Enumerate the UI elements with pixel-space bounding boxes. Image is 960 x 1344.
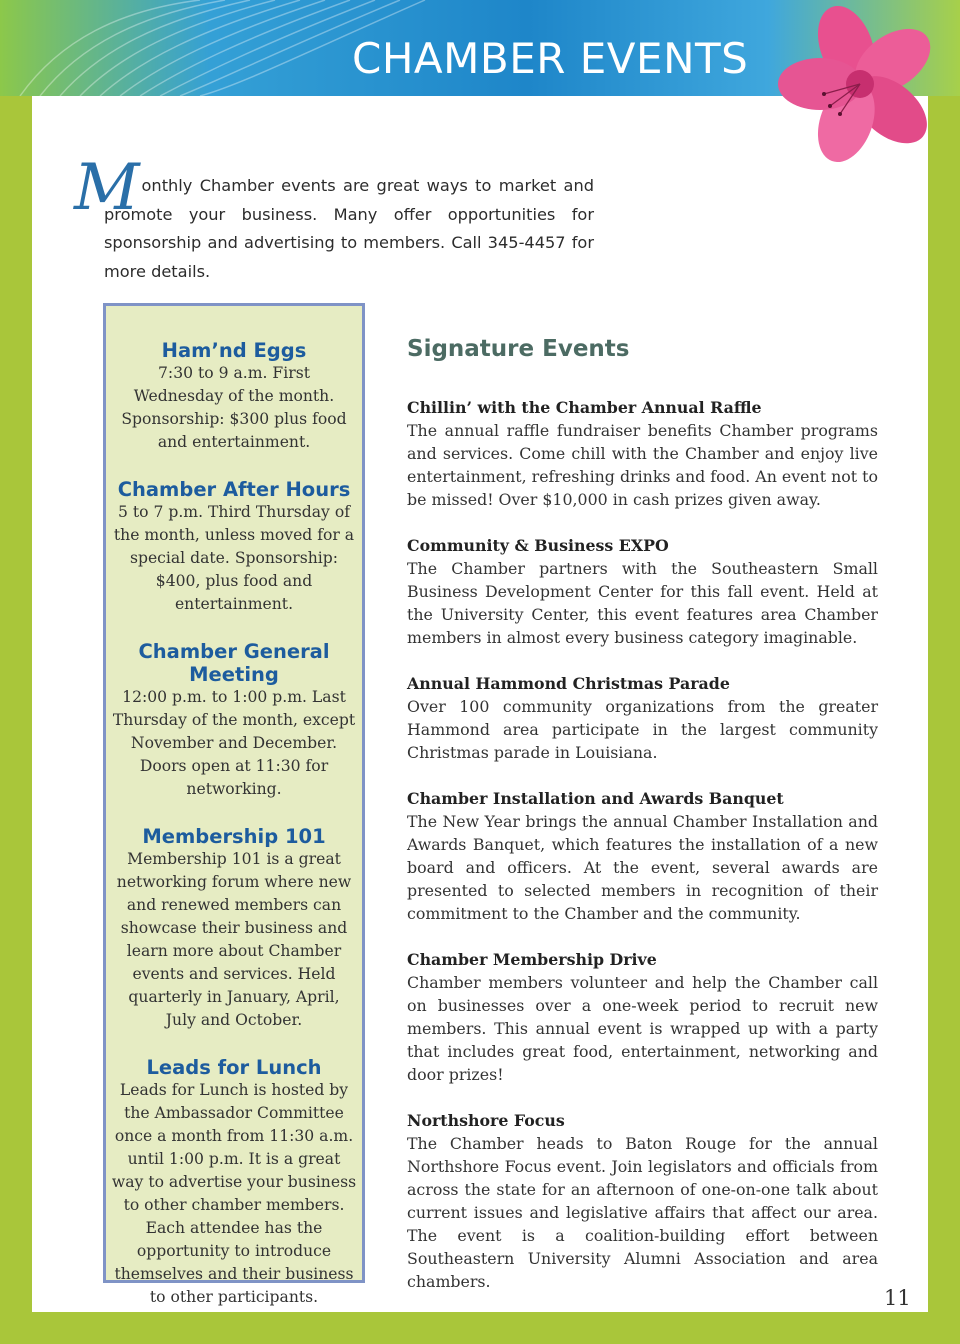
drop-cap: M [74, 151, 140, 225]
signature-event [407, 534, 878, 649]
signature-event-title: Annual Hammond Christmas Parade [407, 674, 730, 693]
signature-event-description: Over 100 community organizations from the greater Hammond area participate in the largest community Christmas parade in Louisiana. [407, 697, 878, 762]
signature-event-title: Community & Business EXPO [407, 536, 669, 555]
page-number: 11 [884, 1286, 911, 1310]
event-description: Leads for Lunch is hosted by the Ambassador Committee once a month from 11:30 a.m. until 1:00 p.m. It is a great way to advertise your business to other chamber members. Each attendee has the opportunity to introduce themselves and their business to other participants. [111, 1081, 357, 1306]
signature-events-section [407, 332, 878, 1316]
signature-event-title: Chamber Membership Drive [407, 950, 657, 969]
event-title: Membership 101 [142, 825, 326, 848]
signature-event [407, 787, 878, 925]
signature-event-title: Chillin’ with the Chamber Annual Raffle [407, 398, 762, 417]
section-title: Signature Events [407, 336, 630, 362]
event-membership-101 [111, 825, 357, 1032]
signature-event [407, 672, 878, 764]
signature-event-description: The Chamber heads to Baton Rouge for the annual Northshore Focus event. Join legislators and officials from across the state for an afternoon of one-on-one talk about current issues and legislative affairs that affect our area. The event is a coalition-building effort between Southeastern University Alumni Association and area chambers. [407, 1134, 878, 1291]
signature-event [407, 948, 878, 1086]
event-leads-for-lunch [111, 1056, 357, 1309]
event-description: 5 to 7 p.m. Third Thursday of the month, unless moved for a special date. Sponsorship: $400, plus food and entertainment. [113, 503, 355, 613]
signature-event-title: Chamber Installation and Awards Banquet [407, 789, 784, 808]
event-title: Chamber General Meeting [138, 640, 330, 686]
event-title: Chamber After Hours [117, 478, 351, 501]
event-description: 7:30 to 9 a.m. First Wednesday of the month. Sponsorship: $300 plus food and entertainment. [121, 364, 347, 451]
monthly-events-sidebar [103, 303, 365, 1306]
event-description: Membership 101 is a great networking forum where new and renewed members can showcase their business and learn more about Chamber events and services. Held quarterly in January, April, July and October. [116, 850, 352, 1029]
event-hamnd-eggs [111, 339, 357, 454]
page-title: CHAMBER EVENTS [352, 34, 749, 83]
event-title: Leads for Lunch [146, 1056, 322, 1079]
event-chamber-after-hours [111, 478, 357, 616]
signature-event [407, 396, 878, 511]
intro-paragraph [74, 151, 594, 286]
signature-event-description: The Chamber partners with the Southeastern Small Business Development Center for this fall event. Held at the University Center, this event features area Chamber members in almost every business category imaginable. [407, 559, 878, 647]
intro-text: onthly Chamber events are great ways to market and promote your business. Many offer opportunities for sponsorship and advertising to members. Call 345-4457 for more details. [104, 176, 594, 281]
signature-event-description: The New Year brings the annual Chamber Installation and Awards Banquet, which features the installation of a new board and officers. At the event, several awards are presented to selected members in recognition of their commitment to the Chamber and the community. [407, 812, 878, 923]
signature-event-description: The annual raffle fundraiser benefits Chamber programs and services. Come chill with the Chamber and enjoy live entertainment, refreshing drinks and food. An event not to be missed! Over $10,000 in cash prizes given away. [407, 421, 878, 509]
signature-event [407, 1109, 878, 1293]
event-chamber-general-meeting [111, 640, 357, 801]
signature-event-description: Chamber members volunteer and help the Chamber call on businesses over a one-week period to recruit new members. This annual event is wrapped up with a party that includes great food, entertainment, networking and door prizes! [407, 973, 878, 1084]
signature-event-title: Northshore Focus [407, 1111, 565, 1130]
flower-icon [770, 4, 950, 164]
event-description: 12:00 p.m. to 1:00 p.m. Last Thursday of the month, except November and December. Doors open at 11:30 for networking. [112, 688, 356, 798]
event-title: Ham’nd Eggs [161, 339, 307, 362]
